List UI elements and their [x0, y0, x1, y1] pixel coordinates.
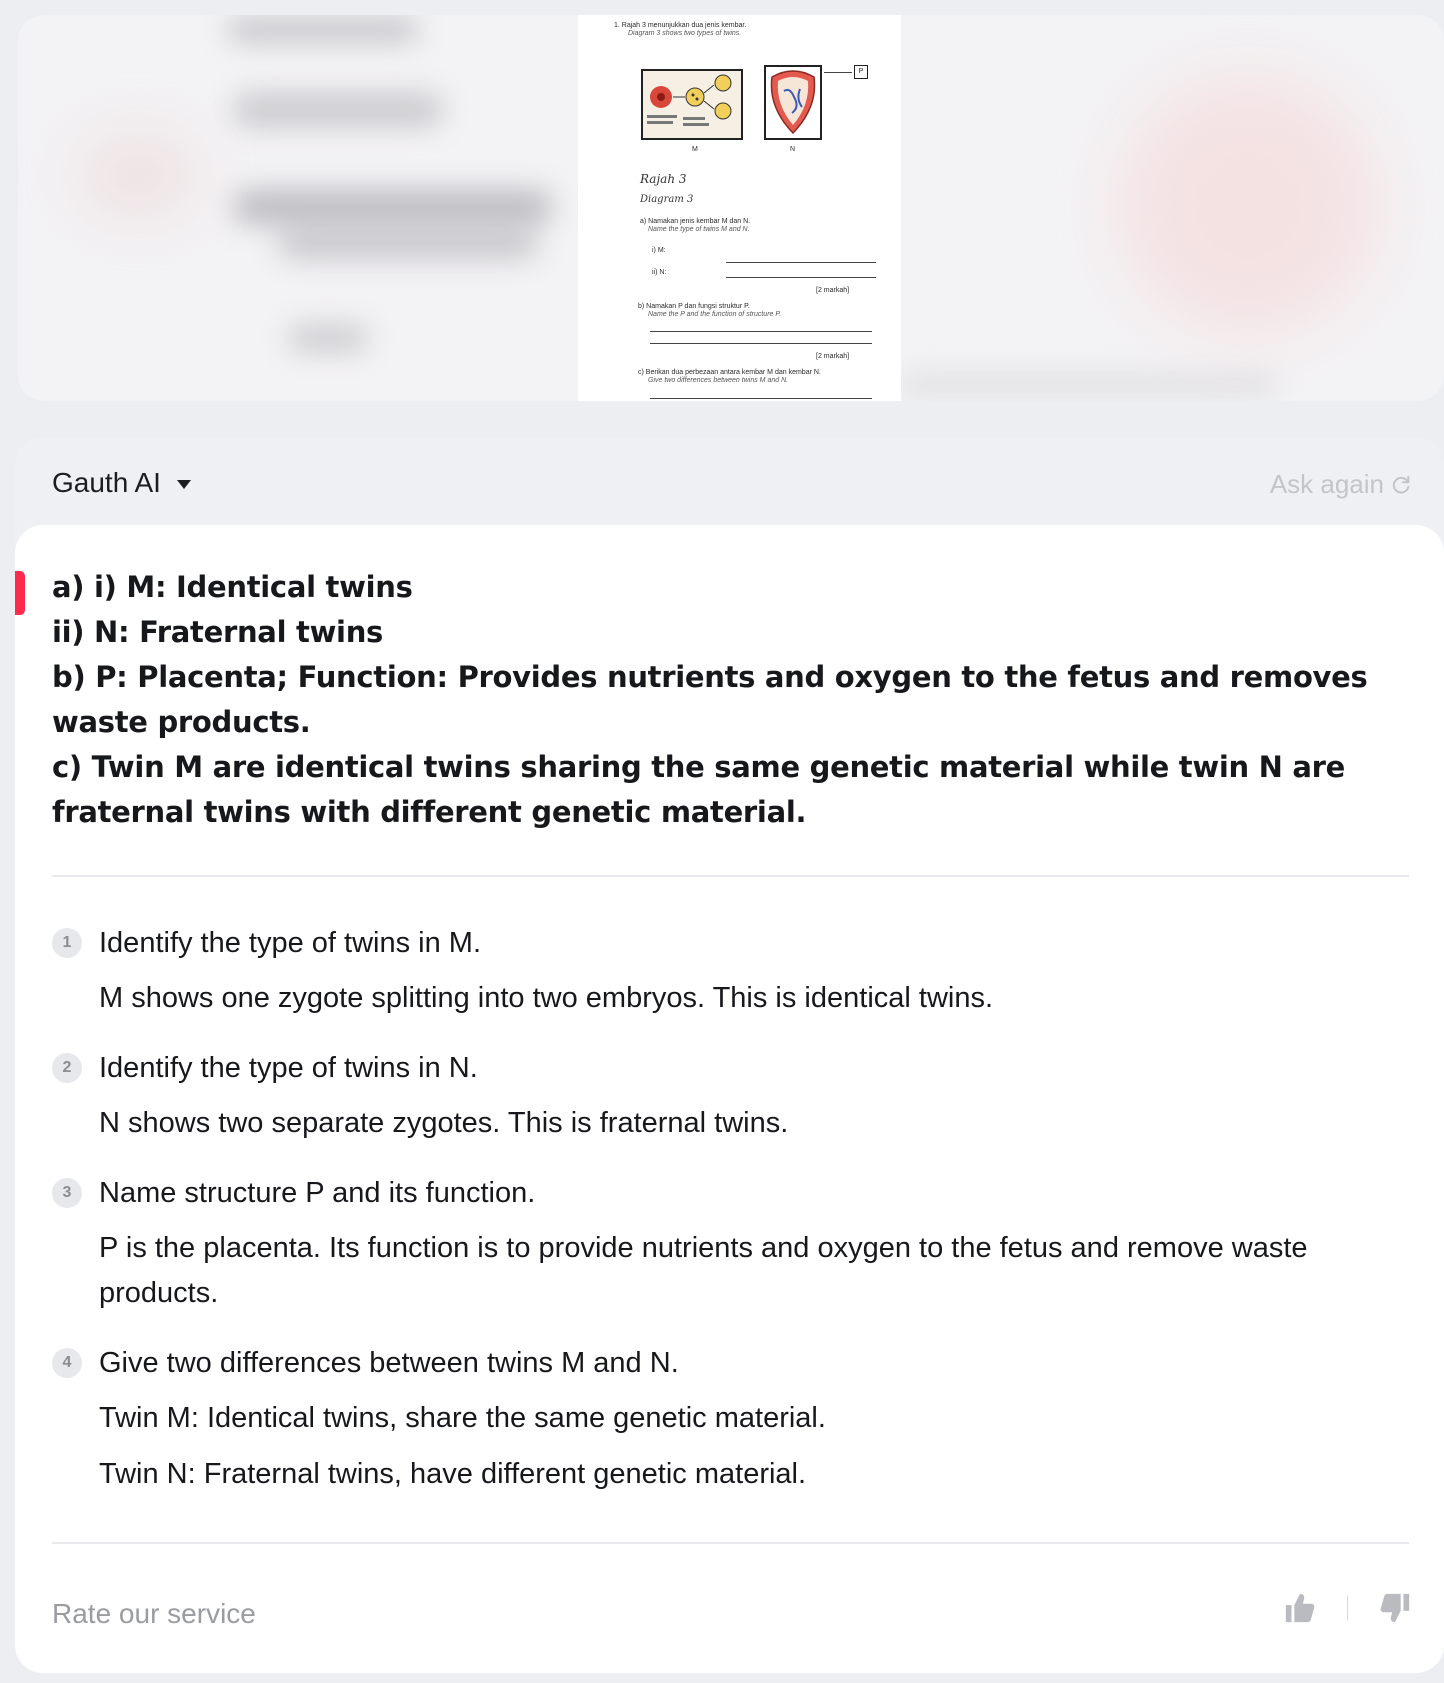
marks-a: [2 markah] — [816, 287, 850, 294]
step — [52, 1045, 1422, 1146]
step-title: Identify the type of twins in M. — [99, 926, 482, 959]
zygote-splitting-icon — [643, 71, 741, 138]
answer-card — [15, 437, 1444, 1673]
step-number: 3 — [52, 1178, 82, 1208]
rating-buttons — [1283, 1591, 1412, 1625]
rajah-label: Rajah 3 — [640, 172, 687, 186]
twins-n-illustration — [764, 65, 822, 140]
answer-line: a) i) M: Identical twins — [52, 570, 413, 604]
step — [52, 1170, 1422, 1316]
model-title: Gauth AI — [52, 467, 161, 498]
step-title: Give two differences between twins M and N. — [99, 1346, 679, 1379]
question-c: c) Berikan dua perbezaan antara kembar M dan kembar N. — [638, 369, 821, 376]
thumbs-down-icon[interactable] — [1378, 1591, 1412, 1625]
question-a-ii: ii) N: — [652, 269, 667, 276]
answer-line: c) Twin M are identical twins sharing the same genetic material while twin N are fraternal twins with different genetic material. — [52, 750, 1346, 829]
rate-service-label: Rate our service — [52, 1598, 256, 1629]
step-number: 1 — [52, 928, 82, 958]
question-a-i: i) M: — [652, 247, 666, 254]
step-text: N shows two separate zygotes. This is fraternal twins. — [99, 1107, 789, 1139]
refresh-icon — [1390, 474, 1412, 496]
label-n: N — [790, 146, 796, 153]
ask-again-label: Ask again — [1269, 469, 1384, 499]
answer-line: b) P: Placenta; Function: Provides nutrients and oxygen to the fetus and removes waste products. — [52, 660, 1368, 739]
marks-b: [2 markah] — [816, 353, 850, 360]
step — [52, 1340, 1422, 1497]
answer-line: ii) N: Fraternal twins — [52, 615, 384, 649]
step-text: Twin M: Identical twins, share the same genetic material. — [99, 1402, 826, 1434]
final-answer — [52, 565, 1432, 835]
step-text: M shows one zygote splitting into two embryos. This is identical twins. — [99, 982, 994, 1014]
question-c-en: Give two differences between twins M and N. — [648, 377, 789, 384]
question-a: a) Namakan jenis kembar M dan N. — [640, 218, 751, 225]
step — [52, 920, 1422, 1021]
question-b-en: Name the P and the function of structure P. — [648, 311, 782, 318]
solution-steps — [52, 920, 1422, 1521]
chevron-down-icon — [177, 480, 191, 489]
twins-m-illustration — [641, 69, 743, 140]
divider — [52, 1542, 1409, 1544]
step-text: P is the placenta. Its function is to provide nutrients and oxygen to the fetus and remove waste products. — [99, 1232, 1308, 1309]
answer-body — [15, 525, 1444, 1673]
step-title: Name structure P and its function. — [99, 1176, 536, 1209]
step-text: Twin N: Fraternal twins, have different genetic material. — [99, 1458, 807, 1490]
question-line: 1. Rajah 3 menunjukkan dua jenis kembar. — [614, 22, 747, 29]
answer-marker — [15, 571, 25, 615]
label-m: M — [692, 146, 698, 153]
question-image-card[interactable] — [18, 15, 1444, 401]
question-line: Diagram 3 shows two types of twins. — [628, 30, 742, 37]
step-number: 2 — [52, 1053, 82, 1083]
step-title: Identify the type of twins in N. — [99, 1051, 478, 1084]
uterus-icon — [766, 67, 820, 138]
model-selector[interactable] — [52, 467, 191, 499]
worksheet-image — [578, 15, 901, 401]
step-number: 4 — [52, 1348, 82, 1378]
label-p: P — [854, 65, 868, 79]
diagram-label: Diagram 3 — [640, 194, 694, 205]
ask-again-button[interactable] — [1270, 469, 1412, 500]
rating-separator — [1347, 1596, 1348, 1620]
question-b: b) Namakan P dan fungsi struktur P. — [638, 303, 750, 310]
thumbs-up-icon[interactable] — [1283, 1591, 1317, 1625]
divider — [52, 875, 1409, 877]
question-a-en: Name the type of twins M and N. — [648, 226, 750, 233]
